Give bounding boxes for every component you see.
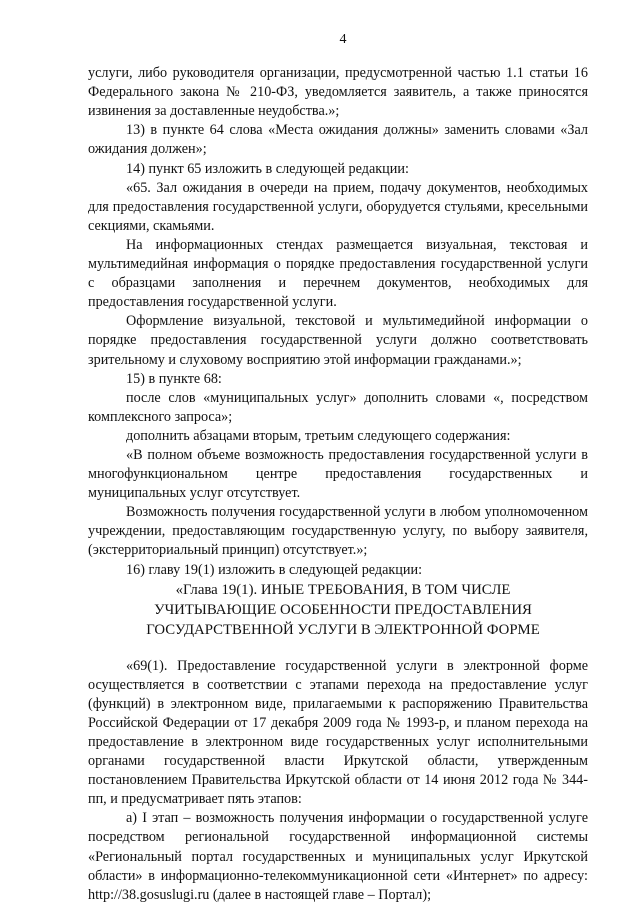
paragraph-stage-1: а) I этап – возможность получения информации о государственной услуге посредством региональной государственной информационной системы «Региональный портал государственных и муниципальных услуг Иркутской области» в информационно-телекоммуникационной сети «Интернет» по адресу: http://38.gosuslugi.ru (далее в настоящей главе – Портал); [88, 810, 588, 903]
paragraph-item-15: 15) в пункте 68: [126, 370, 222, 387]
paragraph-after-words: после слов «муниципальных услуг» дополнить словами «, посредством комплексного запроса»; [88, 389, 588, 425]
chapter-heading [88, 580, 588, 640]
paragraph-clause-65: «65. Зал ожидания в очереди на прием, подачу документов, необходимых для предоставления государственной услуги, оборудуется стульями, кресельными секциями, скамьями. [88, 179, 588, 234]
chapter-heading-line-1: «Глава 19(1). ИНЫЕ ТРЕБОВАНИЯ, В ТОМ ЧИСЛЕ [175, 581, 511, 598]
chapter-heading-line-3: ГОСУДАРСТВЕННОЙ УСЛУГИ В ЭЛЕКТРОННОЙ ФОРМЕ [146, 621, 540, 638]
paragraph-clause-69-1: «69(1). Предоставление государственной услуги в электронной форме осуществляется в соответствии с этапами перехода на предоставление услуг (функций) в электронном виде, прилагаемыми к распоряжению Правительства Российской Федерации от 17 декабря 2009 года № 1993-р, и планом перехода на предоставление в электронном виде государственных услуг исполнительными органами государственной власти Иркутской области, утвержденным постановлением Правительства Иркутской области от 14 июня 2012 года № 344-пп, и предусматривает пять этапов: [88, 657, 588, 808]
paragraph-add-paragraphs: дополнить абзацами вторым, третьим следующего содержания: [126, 427, 511, 444]
chapter-heading-line-2: УЧИТЫВАЮЩИЕ ОСОБЕННОСТИ ПРЕДОСТАВЛЕНИЯ [154, 601, 532, 618]
paragraph-info-stands: На информационных стендах размещается визуальная, текстовая и мультимедийная информация о порядке предоставления государственной услуги с образцами заполнения и перечнем документов, необходимых для предоставления государственной услуги. [88, 236, 588, 311]
page-number: 4 [339, 32, 347, 47]
paragraph-item-13: 13) в пункте 64 слова «Места ожидания должны» заменить словами «Зал ожидания должен»; [88, 122, 588, 158]
paragraph-item-14: 14) пункт 65 изложить в следующей редакции: [126, 160, 409, 177]
paragraph-full-scope: «В полном объеме возможность предоставления государственной услуги в многофункциональном центре предоставления государственных и муниципальных услуг отсутствует. [88, 446, 588, 502]
paragraph-possibility: Возможность получения государственной услуги в любом уполномоченном учреждении, предоставляющим государственную услугу, по выбору заявителя, (экстерриториальный принцип) отсутствует.»; [88, 504, 588, 559]
paragraph-continuation: услуги, либо руководителя организации, предусмотренной частью 1.1 статьи 16 Федерального закона № 210-ФЗ, уведомляется заявитель, а также приносятся извинения за доставленные неудобства.»; [88, 65, 588, 120]
paragraph-info-design: Оформление визуальной, текстовой и мультимедийной информации о порядке предоставления государственной услуги должно соответствовать зрительному и слуховому восприятию этой информации гражданами.»; [88, 313, 588, 368]
spacer [88, 640, 588, 657]
paragraph-item-16: 16) главу 19(1) изложить в следующей редакции: [126, 561, 423, 578]
